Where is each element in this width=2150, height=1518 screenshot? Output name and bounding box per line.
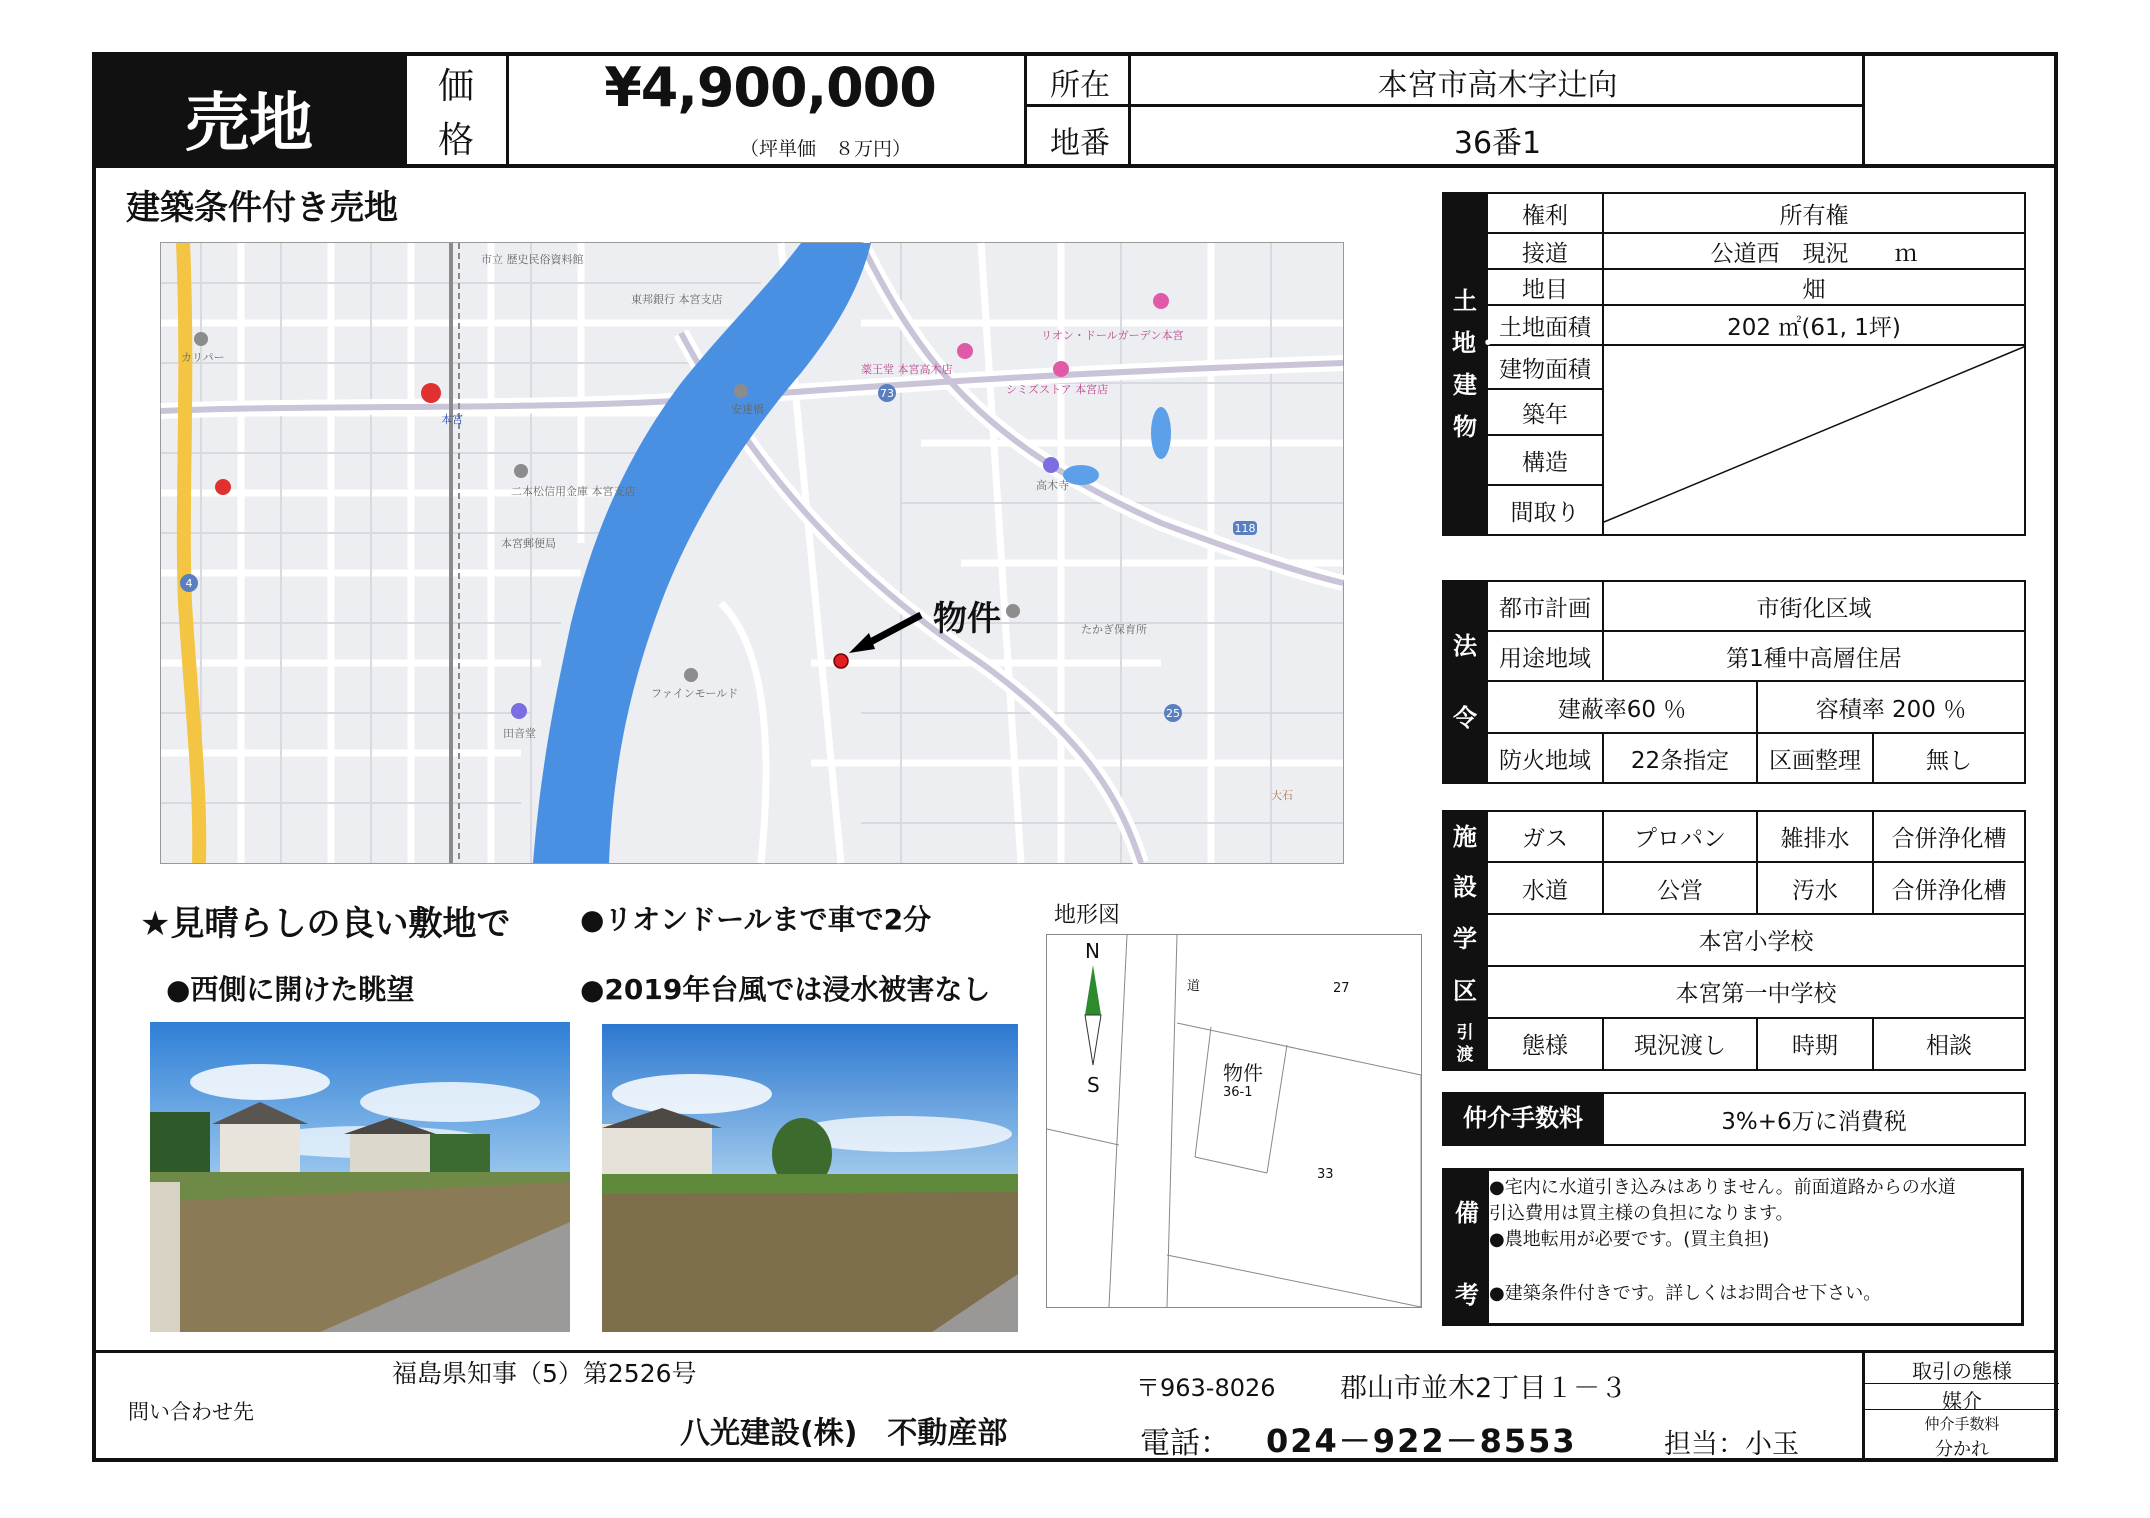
location-value: 本宮市高木字辻向: [1377, 68, 1618, 103]
remark-line-1: ●宅内に水道引き込みはありません。前面道路からの水道: [1489, 1177, 1956, 1198]
contact-person: 担当：小玉: [1664, 1429, 1799, 1460]
elementary-school: 本宮小学校: [1487, 914, 2025, 966]
map-graphic: [161, 243, 1343, 863]
remark-line-3: ●農地転用が必要です。(買主負担): [1489, 1229, 1770, 1250]
readjust-label: 区画整理: [1757, 733, 1873, 783]
site-photo-1: [150, 1022, 570, 1332]
gas-label: ガス: [1487, 811, 1603, 862]
map-place-label: 大石: [1271, 789, 1293, 802]
drain-value: 合併浄化槽: [1873, 811, 2025, 862]
remarks-side: [1445, 1171, 1489, 1323]
deal-type-label: 取引の態様: [1912, 1359, 2012, 1383]
building-label-layout: 間取り: [1487, 485, 1603, 535]
page-title: 建築条件付き売地: [126, 188, 398, 228]
commission-value: 3%+6万に消費税: [1603, 1093, 2025, 1145]
land-value-category: 畑: [1603, 269, 2025, 305]
fee-split-label: 仲介手数料: [1924, 1415, 2000, 1433]
water-label: 水道: [1487, 862, 1603, 913]
topo-north: N: [1085, 939, 1100, 963]
fee-split-value: 分かれ: [1935, 1439, 1989, 1460]
remark-line-4: ●建築条件付きです。詳しくはお問合せ下さい。: [1489, 1283, 1882, 1304]
school-side-label-1: 学: [1443, 914, 1487, 966]
topo-graphic: [1047, 935, 1421, 1307]
building-empty-cell: [1603, 345, 2025, 535]
commission-table: [1442, 1092, 2026, 1146]
land-building-side-label: [1443, 193, 1500, 535]
feature-typhoon: ●2019年台風では浸水被害なし: [580, 973, 991, 1006]
site-photo-2: [602, 1024, 1018, 1332]
listing-type: 売地: [185, 87, 313, 161]
gas-value: プロパン: [1603, 811, 1757, 862]
land-building-table: [1442, 192, 2026, 536]
price-value: ¥4,900,000: [604, 56, 936, 119]
route-shield-label: 4: [185, 577, 193, 590]
building-label-structure: 構造: [1487, 435, 1603, 485]
law-side-label: [1443, 581, 1487, 783]
lot-value: 36番1: [1453, 126, 1542, 161]
company-name: 八光建設(株) 不動産部: [680, 1416, 1008, 1451]
topo-lot-33: 33: [1317, 1167, 1334, 1182]
law-table: [1442, 580, 2026, 784]
header-type-box: [94, 54, 404, 166]
zoning-value: 第1種中高層住居: [1603, 631, 2025, 681]
facility-table: [1442, 810, 2026, 1071]
law-side-text: 法令: [1453, 632, 1477, 732]
junior-high-school: 本宮第一中学校: [1487, 966, 2025, 1018]
remarks-side-label-2: 考: [1455, 1281, 1479, 1309]
drain-label: 雑排水: [1757, 811, 1873, 862]
coverage-ratio: 建蔽率60 ％: [1487, 681, 1757, 733]
land-label-rights: 権利: [1487, 193, 1603, 233]
map-place-label: カリパー: [181, 351, 225, 364]
remarks-side-label-1: 備: [1455, 1199, 1479, 1227]
company-address: 郡山市並木2丁目１－３: [1340, 1373, 1628, 1404]
diagonal-strike: [1604, 346, 2026, 522]
handover-condition-label: 態様: [1487, 1018, 1603, 1070]
property-marker: [834, 654, 848, 668]
topo-property: 物件: [1223, 1061, 1263, 1085]
land-label-area: 土地面積: [1487, 305, 1603, 345]
handover-side-text: 引渡: [1456, 1022, 1474, 1065]
handover-timing-label: 時期: [1757, 1018, 1873, 1070]
map-place-label: 安達橋: [731, 403, 764, 416]
topo-title: 地形図: [1054, 903, 1121, 928]
land-label-category: 地目: [1487, 269, 1603, 305]
building-label-year: 築年: [1487, 389, 1603, 435]
map-place-label: 田音堂: [503, 727, 536, 740]
topo-south: S: [1087, 1073, 1100, 1097]
route-shield-label: 118: [1234, 522, 1256, 535]
topo-lot-27: 27: [1333, 981, 1350, 996]
land-value-area: 202 ㎡(61, 1坪): [1603, 305, 2025, 345]
location-label: 所在: [1050, 68, 1110, 103]
map-place-label: シミズストア 本宮店: [1006, 383, 1109, 396]
land-label-road: 接道: [1487, 233, 1603, 269]
feature-headline: ★見晴らしの良い敷地で: [140, 904, 511, 944]
sewage-value: 合併浄化槽: [1873, 862, 2025, 913]
route-shield-label: 25: [1166, 707, 1180, 720]
fire-zone-value: 22条指定: [1603, 733, 1757, 783]
price-label-2: 格: [438, 120, 475, 161]
readjust-value: 無し: [1873, 733, 2025, 783]
handover-condition-value: 現況渡し: [1603, 1018, 1757, 1070]
map-place-label: 本宮: [441, 413, 463, 426]
property-map-label: 物件: [933, 599, 1001, 639]
sewage-label: 汚水: [1757, 862, 1873, 913]
map-place-label: 高木寺: [1036, 479, 1069, 492]
deal-type-box: [1862, 1353, 2059, 1460]
land-value-rights: 所有権: [1603, 193, 2025, 233]
feature-rion-doll: ●リオンドールまで車で2分: [580, 903, 932, 936]
building-label-area: 建物面積: [1487, 345, 1603, 389]
remark-line-2: 引込費用は買主様の負担になります。: [1489, 1203, 1794, 1224]
map-place-label: ファインモールド: [651, 687, 739, 700]
handover-timing-value: 相談: [1873, 1018, 2025, 1070]
map-place-label: 市立 歴史民俗資料館: [481, 253, 584, 266]
topo-property-lot: 36-1: [1223, 1085, 1253, 1100]
city-planning-value: 市街化区域: [1603, 581, 2025, 631]
license-number: 福島県知事（5）第2526号: [392, 1359, 697, 1388]
price-per-tsubo: （坪単価 ８万円）: [740, 138, 912, 160]
remarks-box: [1442, 1168, 2024, 1326]
school-side-label-2: 区: [1443, 966, 1487, 1018]
postal-code: 〒963-8026: [1136, 1374, 1276, 1402]
fire-zone-label: 防火地域: [1487, 733, 1603, 783]
feature-west-view: ●西側に開けた眺望: [166, 973, 415, 1006]
deal-type-value: 媒介: [1942, 1389, 1982, 1413]
commission-label: 仲介手数料: [1443, 1093, 1603, 1145]
water-value: 公営: [1603, 862, 1757, 913]
facility-side-text: 施設: [1453, 823, 1477, 902]
city-planning-label: 都市計画: [1487, 581, 1603, 631]
map-place-label: リオン・ドールガーデン本宮: [1041, 329, 1184, 342]
route-shield-label: 73: [880, 387, 894, 400]
north-arrow: [1085, 965, 1101, 1015]
tel-number[interactable]: 024－922－8553: [1266, 1422, 1577, 1460]
lot-label: 地番: [1050, 126, 1110, 161]
facility-side-label: [1443, 811, 1487, 914]
map-place-label: 東邦銀行 本宮支店: [631, 293, 723, 306]
floor-area-ratio: 容積率 200 ％: [1757, 681, 2025, 733]
map-place-label: 二本松信用金庫 本宮支店: [511, 485, 636, 498]
price-label-1: 価: [438, 66, 475, 107]
topo-road: 道: [1187, 979, 1201, 994]
map-place-label: 本宮郵便局: [501, 537, 556, 550]
tel-label: 電話：: [1140, 1426, 1230, 1461]
area-map[interactable]: [160, 242, 1344, 864]
map-place-label: たかぎ保育所: [1081, 623, 1147, 636]
topo-map[interactable]: [1046, 934, 1422, 1308]
map-place-label: 薬王堂 本宮高木店: [861, 363, 953, 376]
land-building-side-text: 土地・建物: [1452, 287, 1500, 441]
zoning-label: 用途地域: [1487, 631, 1603, 681]
land-value-road: 公道西 現況 ｍ: [1603, 233, 2025, 269]
inquiry-label: 問い合わせ先: [128, 1400, 254, 1424]
handover-side-label: [1443, 1018, 1487, 1070]
